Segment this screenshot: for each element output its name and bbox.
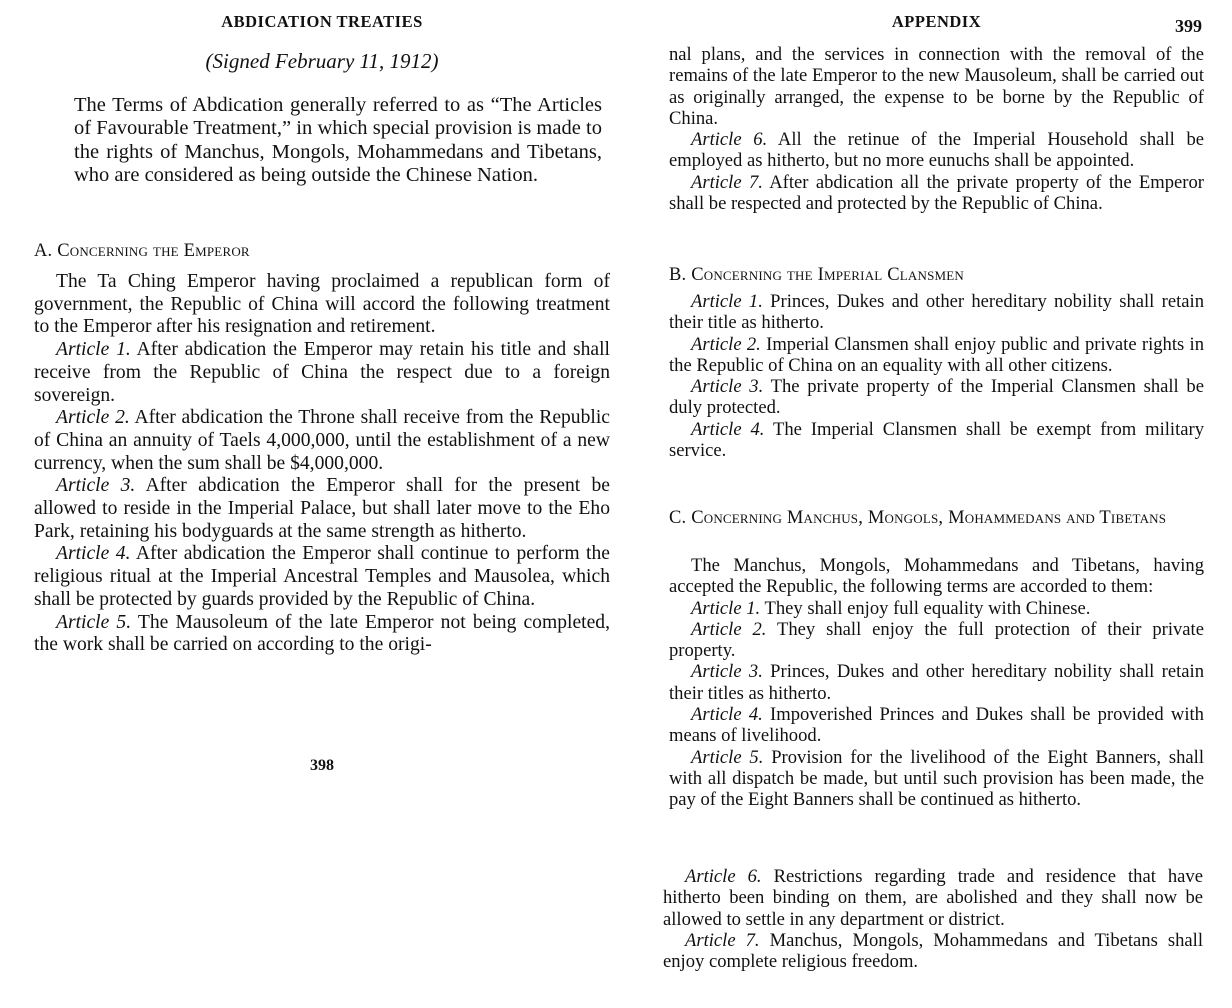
section-a-body [34,271,610,657]
article-paragraph [669,598,1204,619]
article-text: All the retinue of the Imperial Household shall be employed as hitherto, but no more eunuchs shall be appointed. [669,129,1204,172]
article-paragraph [663,930,1203,973]
article-paragraph [669,619,1204,662]
article-label: Article 1. [691,597,761,619]
article-text: The private property of the Imperial Clansmen shall be duly protected. [669,376,1204,419]
article-text: The Imperial Clansmen shall be exempt from military service. [669,418,1204,462]
article-paragraph [669,129,1204,172]
article-label: Article 3. [56,475,136,497]
article-text: Impoverished Princes and Dukes shall be provided with means of livelihood. [669,704,1204,747]
article-paragraph [34,543,610,611]
article-text: The Mausoleum of the late Emperor not being completed, the work shall be carried on according to the origi- [34,611,610,656]
continuation-paragraph: nal plans, and the services in connection with the removal of the remains of the late Emperor to the new Mausoleum, shall be carried out as originally arranged, the expense to be borne by the Republic of China. [669,44,1204,129]
article-text: Princes, Dukes and other hereditary nobility shall retain their titles as hitherto. [669,661,1204,704]
section-b-heading: B. Concerning the Imperial Clansmen [669,265,965,285]
article-label: Article 4. [691,704,763,726]
section-a-heading: A. Concerning the Emperor [34,241,250,261]
article-paragraph [34,475,610,543]
article-text: After abdication all the private property of the Emperor shall be respected and protected by the Republic of China. [669,171,1204,215]
article-paragraph [669,172,1204,215]
page-number-right: 399 [1175,16,1202,36]
article-label: Article 6. [685,866,762,887]
article-paragraph [669,291,1204,334]
article-paragraph [669,334,1204,377]
section-a-continuation [669,44,1204,214]
article-label: Article 4. [56,543,131,565]
article-label: Article 5. [56,611,132,633]
article-text: Manchus, Mongols, Mohammedans and Tibetans shall enjoy complete religious freedom. [663,929,1203,973]
article-text: They shall enjoy full equality with Chinese. [760,597,1091,619]
article-text: Restrictions regarding trade and residence that have hitherto been binding on them, are abolished and they shall now be allowed to settle in any department or district. [663,866,1203,930]
article-label: Article 7. [685,929,760,951]
article-paragraph [669,419,1204,462]
section-c-preamble: The Manchus, Mongols, Mohammedans and Tibetans, having accepted the Republic, the following terms are accorded to them: [669,555,1204,598]
article-label: Article 1. [691,291,763,312]
intro-paragraph: The Terms of Abdication generally referred to as “The Articles of Favourable Treatment,” in which special provision is made to the rights of Manchus, Mongols, Mohammedans and Tibetans, who are considered as being outside the Chinese Nation. [74,94,602,186]
article-text: After abdication the Emperor shall continue to perform the religious ritual at the Imperial Ancestral Temples and Mausolea, which shall be protected by guards provided by the Republic of China. [34,543,610,610]
article-label: Article 2. [691,618,767,640]
article-label: Article 2. [691,333,761,355]
article-label: Article 7. [691,171,763,193]
article-text: After abdication the Emperor may retain his title and shall receive from the Republic of China the respect due to a foreign sovereign. [34,339,610,406]
article-label: Article 3. [691,661,763,683]
article-label: Article 1. [56,339,131,361]
article-paragraph [34,407,610,475]
article-label: Article 3. [691,376,764,398]
article-label: Article 6. [691,129,768,151]
article-label: Article 2. [56,407,130,429]
document-subtitle: (Signed February 11, 1912) [205,49,439,73]
article-paragraph [669,376,1204,419]
section-b-body [669,291,1204,461]
article-text: Imperial Clansmen shall enjoy public and private rights in the Republic of China on an equality with all other citizens. [669,333,1204,376]
page-number-left: 398 [310,757,334,774]
article-paragraph [663,866,1203,930]
article-label: Article 4. [691,418,765,440]
article-text: After abdication the Throne shall receive from the Republic of China an annuity of Taels 4,000,000, until the establishment of a new currency, when the sum shall be $4,000,000. [34,407,610,474]
article-paragraph [34,612,610,657]
section-a-preamble: The Ta Ching Emperor having proclaimed a republican form of government, the Republic of China will accord the following treatment to the Emperor after his resignation and retirement. [34,271,610,338]
section-c-heading: C. Concerning Manchus, Mongols, Mohammedans and Tibetans [669,508,1167,528]
article-label: Article 5. [691,746,764,768]
running-head-left: ABDICATION TREATIES [221,12,423,31]
article-text: Provision for the livelihood of the Eight Banners, shall with all dispatch be made, but until such provision has been made, the pay of the Eight Banners shall be continued as hitherto. [669,746,1204,811]
section-c-body-continued [663,866,1203,972]
article-text: Princes, Dukes and other hereditary nobility shall retain their title as hitherto. [669,291,1204,334]
article-paragraph [669,704,1204,747]
article-text: They shall enjoy the full protection of their private property. [669,618,1204,662]
article-text: After abdication the Emperor shall for the present be allowed to reside in the Imperial Palace, but shall later move to the Eho Park, retaining his bodyguards at the same strength as hitherto. [34,475,610,542]
article-paragraph [669,747,1204,811]
section-c-body [669,555,1204,811]
running-head-right: APPENDIX [891,12,982,31]
article-paragraph [34,339,610,407]
article-paragraph [669,661,1204,704]
